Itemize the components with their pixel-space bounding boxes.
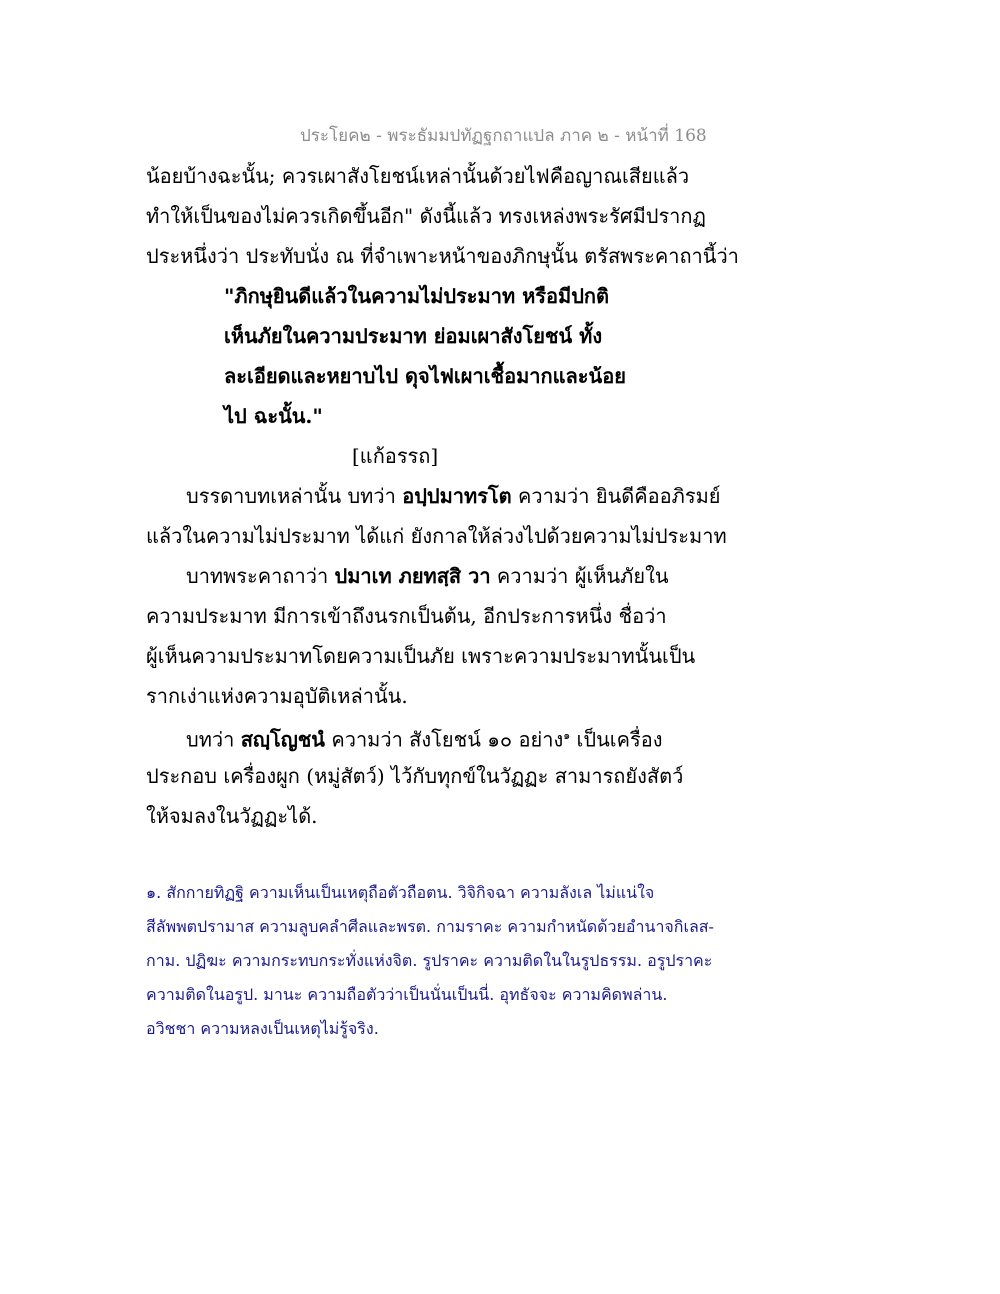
footnote-block bbox=[146, 876, 866, 1046]
para2-post: ความว่า ผู้เห็นภัยใน bbox=[490, 564, 669, 588]
footnote-line-3: กาม. ปฏิฆะ ความกระทบกระทั่งแห่งจิต. รูปราคะ ความติดในในรูปธรรม. อรูปราคะ bbox=[146, 951, 713, 970]
page-running-title: ประโยค๒ - พระธัมมปทัฏฐกถาแปล ภาค ๒ - หน้าที่ 168 bbox=[300, 126, 707, 146]
intro-line-1: น้อยบ้างฉะนั้น; ควรเผาสังโยชน์เหล่านั้นด้วยไฟคือญาณเสียแล้ว bbox=[146, 164, 690, 188]
footnote-line-2: สีลัพพตปรามาส ความลูบคลำศีลและพรต. กามราคะ ความกำหนัดด้วยอำนาจกิเลส- bbox=[146, 917, 714, 936]
section-tag: [แก้อรรถ] bbox=[352, 444, 439, 468]
footnote-line-5: อวิชชา ความหลงเป็นเหตุไม่รู้จริง. bbox=[146, 1019, 379, 1038]
para1-term: อปฺปมาทรโต bbox=[402, 484, 512, 508]
para1-line-1 bbox=[146, 476, 846, 516]
para3-pre: บทว่า bbox=[186, 727, 241, 752]
para3-line-2: ประกอบ เครื่องผูก (หมู่สัตว์) ไว้กับทุกข์ในวัฏฏะ สามารถยังสัตว์ bbox=[146, 764, 684, 788]
para1-pre: บรรดาบทเหล่านั้น บทว่า bbox=[186, 484, 403, 508]
para3-line-1 bbox=[146, 716, 846, 756]
intro-line-2: ทำให้เป็นของไม่ควรเกิดขึ้นอีก" ดังนี้แล้ว ทรงเหล่งพระรัศมีปรากฏ bbox=[146, 204, 706, 228]
verse-line-3: ละเอียดและหยาบไป ดุจไฟเผาเชื้อมากและน้อย bbox=[224, 364, 626, 388]
para2-term: ปมาเท ภยทสฺสิ วา bbox=[334, 564, 491, 588]
para3-term: สญฺโญชนํ bbox=[240, 727, 325, 752]
verse-line-2: เห็นภัยในความประมาท ย่อมเผาสังโยชน์ ทั้ง bbox=[224, 324, 603, 348]
footnote-marker[interactable]: ๑ bbox=[563, 729, 571, 742]
para1-line-2: แล้วในความไม่ประมาท ได้แก่ ยังกาลให้ล่วงไปด้วยความไม่ประมาท bbox=[146, 524, 727, 548]
para2-line-2: ความประมาท มีการเข้าถึงนรกเป็นต้น, อีกประการหนึ่ง ชื่อว่า bbox=[146, 604, 667, 628]
para1-post: ความว่า ยินดีคืออภิรมย์ bbox=[511, 484, 721, 508]
verse-line-4: ไป ฉะนั้น." bbox=[224, 404, 323, 428]
footnote-line-1: ๑. สักกายทิฏฐิ ความเห็นเป็นเหตุถือตัวถือตน. วิจิกิจฉา ความลังเล ไม่แน่ใจ bbox=[146, 883, 655, 902]
para3-line-3: ให้จมลงในวัฏฏะได้. bbox=[146, 804, 318, 828]
para3-post2: เป็นเครื่อง bbox=[570, 727, 663, 752]
para3-post: ความว่า สังโยชน์ ๑๐ อย่าง bbox=[324, 727, 564, 752]
intro-line-3: ประหนึ่งว่า ประทับนั่ง ณ ที่จำเพาะหน้าของภิกษุนั้น ตรัสพระคาถานี้ว่า bbox=[146, 244, 739, 268]
main-text bbox=[146, 156, 846, 836]
para2-line-3: ผู้เห็นความประมาทโดยความเป็นภัย เพราะความประมาทนั้นเป็น bbox=[146, 644, 696, 668]
verse-line-1: "ภิกษุยินดีแล้วในความไม่ประมาท หรือมีปกติ bbox=[224, 284, 610, 308]
para2-line-4: รากเง่าแห่งความอุบัติเหล่านั้น. bbox=[146, 684, 408, 708]
para2-line-1 bbox=[146, 556, 846, 596]
footnote-line-4: ความติดในอรูป. มานะ ความถือตัวว่าเป็นนั่นเป็นนี่. อุทธัจจะ ความคิดพล่าน. bbox=[146, 985, 668, 1004]
para2-pre: บาทพระคาถาว่า bbox=[186, 564, 335, 588]
